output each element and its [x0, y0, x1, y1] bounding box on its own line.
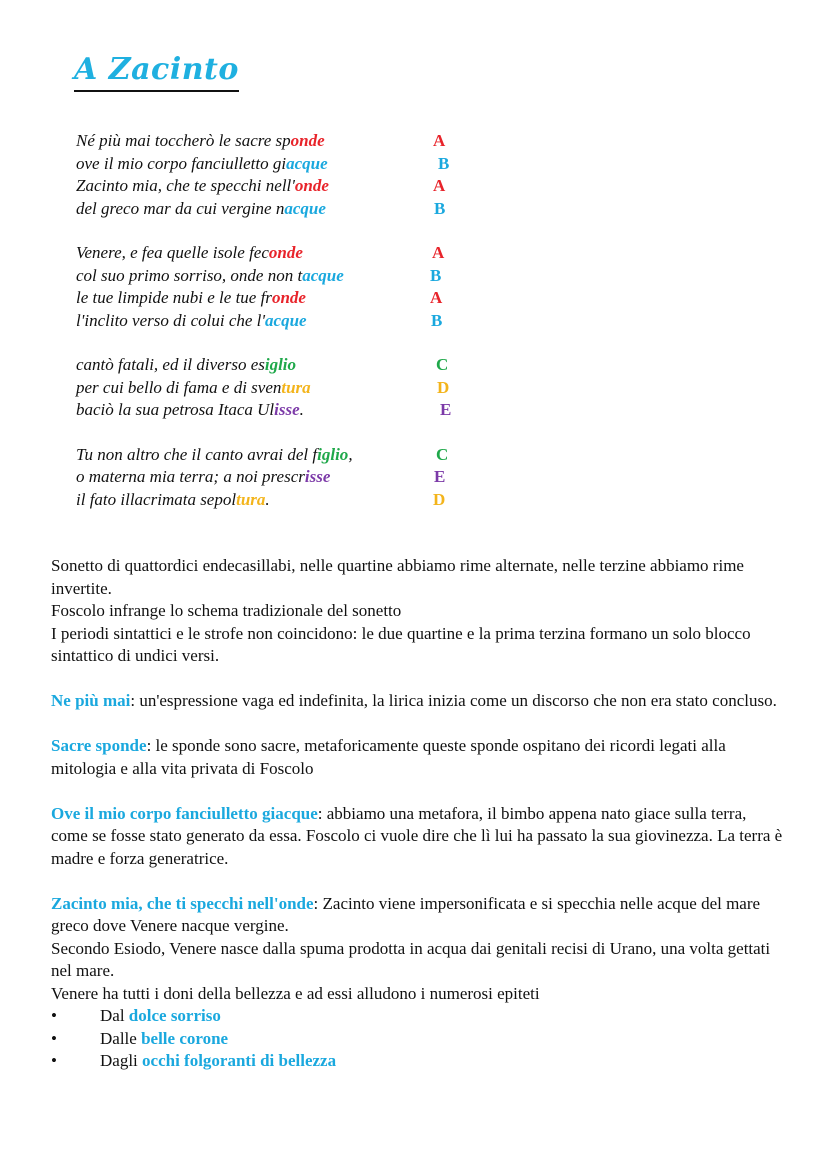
bullet-icon: •	[51, 1051, 57, 1070]
list-item: • Dal dolce sorriso	[51, 1005, 786, 1028]
rhyme-ending: isse	[274, 400, 300, 419]
rhyme-letter: B	[430, 265, 442, 285]
poem-line: l'inclito verso di colui che l'acque B	[76, 310, 443, 330]
rhyme-ending: tura	[281, 377, 311, 397]
bullet-icon: •	[51, 1006, 57, 1025]
poem-line: ove il mio corpo fanciulletto giacque B	[76, 153, 450, 173]
rhyme-letter: C	[436, 444, 449, 464]
rhyme-ending: iglio	[264, 355, 297, 374]
note-paragraph: Ove il mio corpo fanciulletto giacque: abbiamo una metafora, il bimbo appena nato giace sulla terra, come se fosse stato generato da essa. Foscolo ci vuole dire che lì lui ha passato la sua giovinezza. La terra è madre e forza generatrice.	[51, 803, 783, 868]
poem-line: o materna mia terra; a noi prescrisse E	[76, 467, 446, 486]
paragraph: Secondo Esiodo, Venere nasce dalla spuma prodotta in acqua dai genitali recisi di Urano, una volta gettati nel mare.	[51, 938, 771, 980]
rhyme-letter: D	[433, 489, 446, 509]
rhyme-letter: A	[433, 131, 446, 150]
note-paragraph: Ne più mai: un'espressione vaga ed indefinita, la lirica inizia come un discorso che non era stato concluso.	[51, 691, 777, 710]
bullet-icon: •	[51, 1028, 57, 1048]
rhyme-letter: A	[432, 243, 445, 262]
paragraph: I periodi sintattici e le strofe non coincidono: le due quartine e la prima terzina formano un solo blocco sintattico di undici versi.	[51, 623, 751, 665]
rhyme-ending: acque	[302, 265, 344, 285]
note-heading: Zacinto mia, che ti specchi nell'onde	[51, 893, 314, 913]
rhyme-letter: D	[437, 377, 450, 397]
rhyme-ending: iglio	[317, 444, 349, 464]
list-item: • Dagli occhi folgoranti di bellezza	[51, 1050, 786, 1073]
rhyme-ending: tura	[236, 489, 266, 509]
poem-line: del greco mar da cui vergine nacque B	[76, 198, 446, 218]
poem-line: Venere, e fea quelle isole feconde A	[76, 243, 445, 262]
epithet-list	[51, 1005, 786, 1073]
rhyme-ending: onde	[290, 131, 325, 150]
poem-line: il fato illacrimata sepoltura. D	[76, 489, 446, 509]
page-title: A Zacinto	[74, 50, 239, 92]
rhyme-letter: B	[431, 310, 443, 330]
rhyme-ending: isse	[304, 467, 331, 486]
rhyme-ending: acque	[284, 198, 326, 218]
note-heading: Ove il mio corpo fanciulletto giacque	[51, 803, 318, 823]
rhyme-ending: acque	[265, 310, 307, 330]
poem-line: cantò fatali, ed il diverso esiglio C	[76, 355, 449, 374]
note-heading: Ne più mai	[51, 691, 131, 710]
note-paragraph: Zacinto mia, che ti specchi nell'onde: Zacinto viene impersonificata e si specchia nelle acque del mare greco dove Venere nacque vergine.	[51, 893, 761, 935]
poem	[76, 130, 476, 511]
rhyme-letter: E	[434, 467, 446, 486]
list-item: • Dalle belle corone	[51, 1028, 786, 1051]
paragraph: Foscolo infrange lo schema tradizionale del sonetto	[51, 601, 402, 620]
poem-line: baciò la sua petrosa Itaca Ulisse. E	[76, 400, 452, 419]
commentary	[51, 555, 786, 1073]
poem-line: le tue limpide nubi e le tue fronde A	[76, 288, 443, 307]
rhyme-ending: onde	[271, 288, 306, 307]
note-paragraph: Sacre sponde: le sponde sono sacre, metaforicamente queste sponde ospitano dei ricordi legati alla mitologia e alla vita privata di Foscolo	[51, 736, 726, 778]
rhyme-letter: C	[436, 355, 449, 374]
rhyme-ending: onde	[268, 243, 303, 262]
rhyme-ending: onde	[294, 176, 329, 195]
poem-line: Zacinto mia, che te specchi nell'onde A	[76, 176, 446, 195]
poem-line: Né più mai toccherò le sacre sponde A	[76, 131, 446, 150]
note-heading: Sacre sponde	[51, 736, 147, 755]
rhyme-letter: B	[434, 198, 446, 218]
rhyme-letter: A	[433, 176, 446, 195]
poem-line: Tu non altro che il canto avrai del figlio, C	[76, 444, 449, 464]
rhyme-ending: acque	[286, 153, 328, 173]
paragraph: Sonetto di quattordici endecasillabi, nelle quartine abbiamo rime alternate, nelle terzine abbiamo rime invertite.	[51, 556, 744, 598]
poem-line: per cui bello di fama e di sventura D	[76, 377, 450, 397]
paragraph: Venere ha tutti i doni della bellezza e ad essi alludono i numerosi epiteti	[51, 983, 540, 1003]
rhyme-letter: B	[438, 153, 450, 173]
rhyme-letter: A	[430, 288, 443, 307]
poem-line: col suo primo sorriso, onde non tacque B	[76, 265, 442, 285]
rhyme-letter: E	[440, 400, 452, 419]
